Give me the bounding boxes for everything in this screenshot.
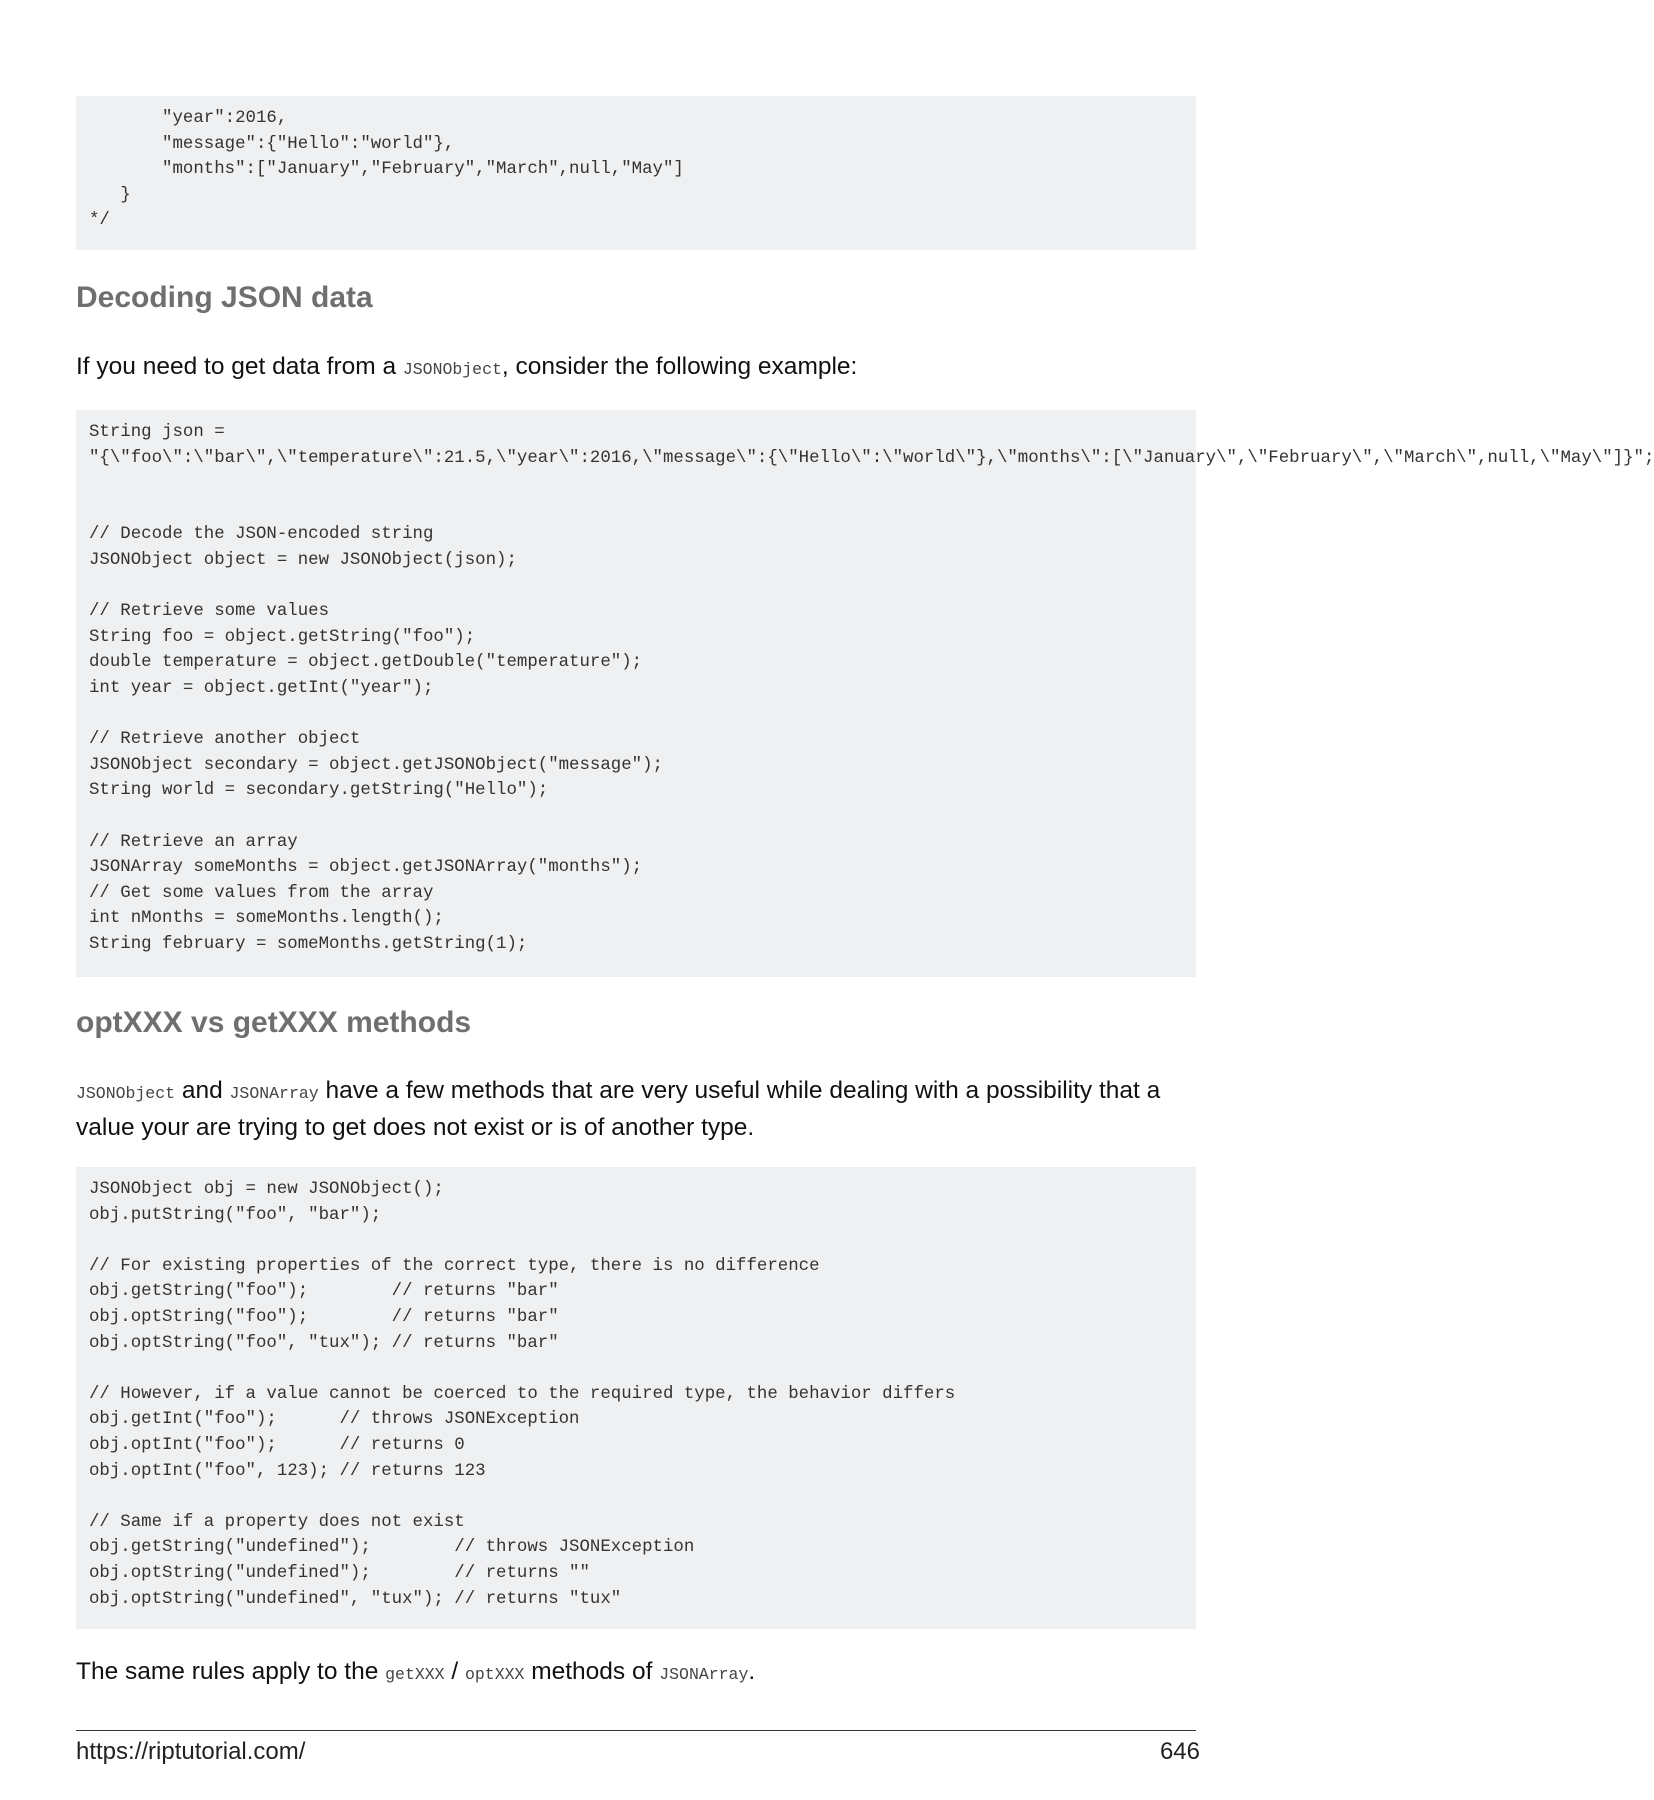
code-line: obj.getString("foo"); // returns "bar" (89, 1282, 559, 1302)
code-line: obj.getInt("foo"); // throws JSONException (89, 1410, 580, 1430)
footer-divider (76, 1730, 1196, 1731)
footer-url: https://riptutorial.com/ (76, 1738, 306, 1765)
code-line: // Retrieve another object (89, 730, 361, 750)
code-line: // Retrieve an array (89, 832, 298, 852)
opt-get-text: have a few methods that are very useful while dealing with a possibility that a value your are trying to get does not exist or is of another type. (76, 1077, 1161, 1141)
inline-code-jsonobject: JSONObject (76, 1084, 176, 1103)
code-line: JSONObject object = new JSONObject(json); (89, 550, 517, 570)
code-line: "months":["January","February","March",null,"May"] (89, 160, 684, 180)
decoding-intro-paragraph (76, 350, 1196, 387)
code-line: obj.optString("foo", "tux"); // returns "bar" (89, 1333, 559, 1353)
code-line: // Decode the JSON-encoded string (89, 525, 434, 545)
code-line: int nMonths = someMonths.length(); (89, 909, 444, 929)
heading-opt-vs-get: optXXX vs getXXX methods (76, 1006, 472, 1039)
code-line: obj.optString("undefined"); // returns "" (89, 1563, 590, 1583)
code-line (89, 1228, 1196, 1254)
code-line: int year = object.getInt("year"); (89, 678, 434, 698)
code-line (89, 1356, 1196, 1382)
code-line (89, 574, 1196, 600)
code-line: JSONObject obj = new JSONObject(); (89, 1180, 444, 1199)
intro-text-after: , consider the following example: (501, 353, 858, 380)
code-line: JSONObject secondary = object.getJSONObject("message"); (89, 755, 663, 775)
code-block-json-output (76, 96, 1196, 250)
code-line: "message":{"Hello":"world"}, (89, 134, 455, 154)
code-line: // Retrieve some values (89, 602, 330, 622)
code-block-decoding-example (76, 410, 1654, 977)
code-line (89, 471, 1196, 497)
code-line: // For existing properties of the correct type, there is no difference (89, 1256, 820, 1276)
code-line: obj.optInt("foo"); // returns 0 (89, 1435, 465, 1455)
code-line: obj.optInt("foo", 123); // returns 123 (89, 1461, 486, 1481)
closing-text-end: . (748, 1658, 756, 1685)
code-line: "year":2016, (89, 109, 288, 128)
page-number: 646 (1159, 1738, 1200, 1765)
code-line (89, 804, 1196, 830)
opt-get-paragraph (76, 1074, 1196, 1145)
inline-code-jsonarray: JSONArray (229, 1084, 319, 1103)
closing-slash: / (444, 1658, 465, 1685)
code-line: String february = someMonths.getString(1); (89, 934, 528, 954)
code-line: obj.optString("undefined", "tux"); // returns "tux" (89, 1589, 622, 1609)
code-line: double temperature = object.getDouble("temperature"); (89, 653, 643, 673)
code-line: } (89, 185, 131, 205)
code-line: obj.putString("foo", "bar"); (89, 1205, 382, 1225)
intro-text-before: If you need to get data from a (76, 353, 403, 380)
code-block-opt-get-example (76, 1167, 1196, 1629)
code-line (89, 1484, 1196, 1510)
code-line: JSONArray someMonths = object.getJSONArray("months"); (89, 858, 643, 878)
closing-text-before: The same rules apply to the (76, 1658, 386, 1685)
closing-paragraph (76, 1655, 1196, 1692)
code-line: obj.getString("undefined"); // throws JSONException (89, 1538, 695, 1558)
inline-code-jsonarray: JSONArray (659, 1665, 749, 1684)
code-line: String json = (89, 423, 225, 442)
code-line (89, 497, 1196, 523)
code-line: // Same if a property does not exist (89, 1512, 465, 1532)
closing-text-middle: methods of (524, 1658, 660, 1685)
code-line: // Get some values from the array (89, 883, 434, 903)
inline-code-optxxx: optXXX (464, 1665, 525, 1684)
inline-code-jsonobject: JSONObject (402, 360, 502, 379)
heading-decoding-json: Decoding JSON data (76, 281, 373, 314)
code-line (89, 702, 1196, 728)
code-line: String foo = object.getString("foo"); (89, 627, 476, 647)
code-line: // However, if a value cannot be coerced to the required type, the behavior differs (89, 1384, 956, 1404)
code-line: obj.optString("foo"); // returns "bar" (89, 1307, 559, 1327)
text-and: and (175, 1077, 230, 1104)
code-line: "{\"foo\":\"bar\",\"temperature\":21.5,\"year\":2016,\"message\":{\"Hello\":\"world\"},\"months\":[\"January\",\"February\",\"March\",null,\"May\"]}"; (89, 448, 1654, 468)
code-line: */ (89, 211, 110, 231)
inline-code-getxxx: getXXX (385, 1665, 445, 1684)
code-line: String world = secondary.getString("Hello"); (89, 781, 549, 801)
